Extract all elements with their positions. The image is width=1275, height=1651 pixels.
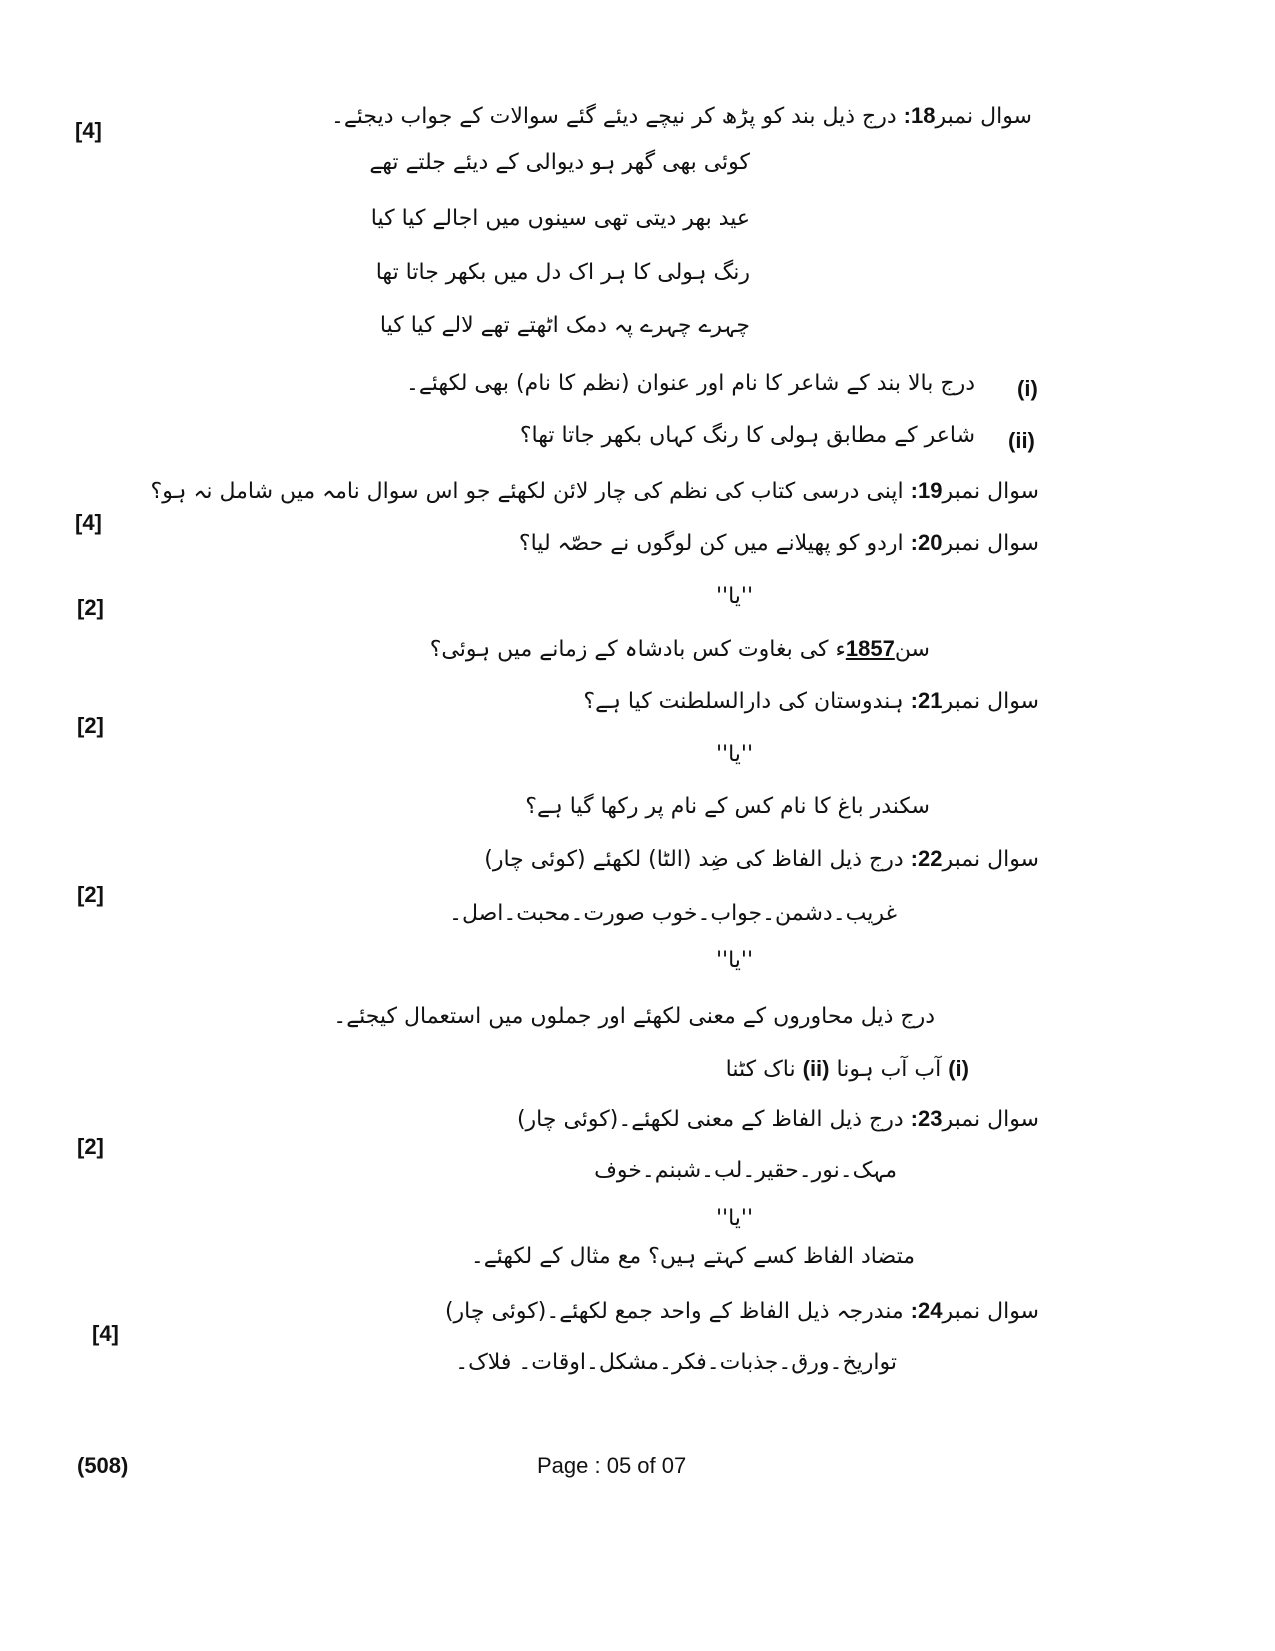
year: 1857 xyxy=(845,636,895,661)
marks-q23: [2] xyxy=(77,1134,104,1159)
idiom-label-ii: (ii) xyxy=(802,1056,830,1081)
sub-question-label-i: (i) xyxy=(1017,376,1038,401)
question-text: درج ذیل الفاظ کی ضِد (الٹا) لکھئے (کوئی چار) xyxy=(484,847,904,872)
marks-q19: [4] xyxy=(75,510,102,535)
question-number: 21: xyxy=(910,688,943,713)
question-23 xyxy=(517,1108,1039,1131)
sub-question-ii: شاعر کے مطابق ہولی کا رنگ کہاں بکھر جاتا تھا؟ xyxy=(519,423,975,448)
marks-q22: [2] xyxy=(77,882,104,907)
verse-line-1: کوئی بھی گھر ہو دیوالی کے دیئے جلتے تھے xyxy=(369,150,750,175)
question-prefix: سوال نمبر xyxy=(942,689,1039,714)
or-separator: ''یا'' xyxy=(716,742,754,767)
question-number: 23: xyxy=(910,1106,943,1131)
alternate-question-22: درج ذیل محاوروں کے معنی لکھئے اور جملوں میں استعمال کیجئے۔ xyxy=(333,1004,935,1029)
marks-q18: [4] xyxy=(75,118,102,143)
or-separator: ''یا'' xyxy=(716,948,754,973)
question-prefix: سوال نمبر xyxy=(942,1299,1039,1324)
marks-q20: [2] xyxy=(77,595,104,620)
question-prefix: سوال نمبر xyxy=(942,479,1039,504)
idiom-label-i: (i) xyxy=(948,1056,969,1081)
marks-q21: [2] xyxy=(77,713,104,738)
alt-prefix: سن xyxy=(894,637,930,662)
question-prefix: سوال نمبر xyxy=(935,104,1032,129)
question-19 xyxy=(151,480,1039,503)
marks-q24: [4] xyxy=(92,1321,119,1346)
question-text: درج ذیل بند کو پڑھ کر نیچے دیئے گئے سوالات کے جواب دیجئے۔ xyxy=(330,104,897,129)
question-prefix: سوال نمبر xyxy=(942,1107,1039,1132)
sub-question-i: درج بالا بند کے شاعر کا نام اور عنوان (نظم کا نام) بھی لکھئے۔ xyxy=(406,371,975,396)
word-list: مہک۔نور۔حقیر۔لب۔شبنم۔خوف xyxy=(594,1158,897,1183)
idiom-1: آب آب ہونا xyxy=(836,1057,942,1082)
question-20 xyxy=(519,532,1039,555)
question-text: اپنی درسی کتاب کی نظم کی چار لائن لکھئے جو اس سوال نامہ میں شامل نہ ہو؟ xyxy=(150,479,904,504)
idiom-list xyxy=(726,1058,969,1081)
idiom-2: ناک کٹنا xyxy=(725,1057,796,1082)
question-24 xyxy=(445,1300,1039,1323)
word-list: غریب۔دشمن۔جواب۔خوب صورت۔محبت۔اصل۔ xyxy=(449,901,897,926)
question-21 xyxy=(583,690,1039,713)
alternate-question-21: سکندر باغ کا نام کس کے نام پر رکھا گیا ہے؟ xyxy=(525,794,930,819)
question-number: 18: xyxy=(903,103,936,128)
word-list: تواریخ۔ورق۔جذبات۔فکر۔مشکل۔اوقات۔ فلاک۔ xyxy=(455,1350,897,1375)
verse-line-2: عید بھر دیتی تھی سینوں میں اجالے کیا کیا xyxy=(370,206,750,231)
question-text: درج ذیل الفاظ کے معنی لکھئے۔(کوئی چار) xyxy=(516,1107,904,1132)
verse-line-3: رنگ ہولی کا ہر اک دل میں بکھر جاتا تھا xyxy=(375,260,750,285)
question-18 xyxy=(331,105,1032,128)
question-number: 24: xyxy=(910,1298,943,1323)
question-text: ہندوستان کی دارالسلطنت کیا ہے؟ xyxy=(583,689,904,714)
question-text: اردو کو پھیلانے میں کن لوگوں نے حصّہ لیا؟ xyxy=(518,531,904,556)
question-text: مندرجہ ذیل الفاظ کے واحد جمع لکھئے۔(کوئی چار) xyxy=(444,1299,904,1324)
alt-text: ء کی بغاوت کس بادشاہ کے زمانے میں ہوئی؟ xyxy=(429,637,846,662)
sub-question-label-ii: (ii) xyxy=(1008,428,1035,453)
alternate-question-20 xyxy=(430,638,930,661)
or-separator: ''یا'' xyxy=(716,1206,754,1231)
page-number: Page : 05 of 07 xyxy=(537,1453,687,1478)
alternate-question-23: متضاد الفاظ کسے کہتے ہیں؟ مع مثال کے لکھئے۔ xyxy=(470,1244,915,1269)
question-prefix: سوال نمبر xyxy=(942,531,1039,556)
question-number: 20: xyxy=(910,530,943,555)
or-separator: ''یا'' xyxy=(716,584,754,609)
question-prefix: سوال نمبر xyxy=(942,847,1039,872)
question-22 xyxy=(484,848,1039,871)
question-number: 22: xyxy=(910,846,943,871)
verse-line-4: چہرے چہرے پہ دمک اٹھتے تھے لالے کیا کیا xyxy=(379,313,750,338)
paper-code: (508) xyxy=(77,1453,129,1478)
question-number: 19: xyxy=(910,478,943,503)
